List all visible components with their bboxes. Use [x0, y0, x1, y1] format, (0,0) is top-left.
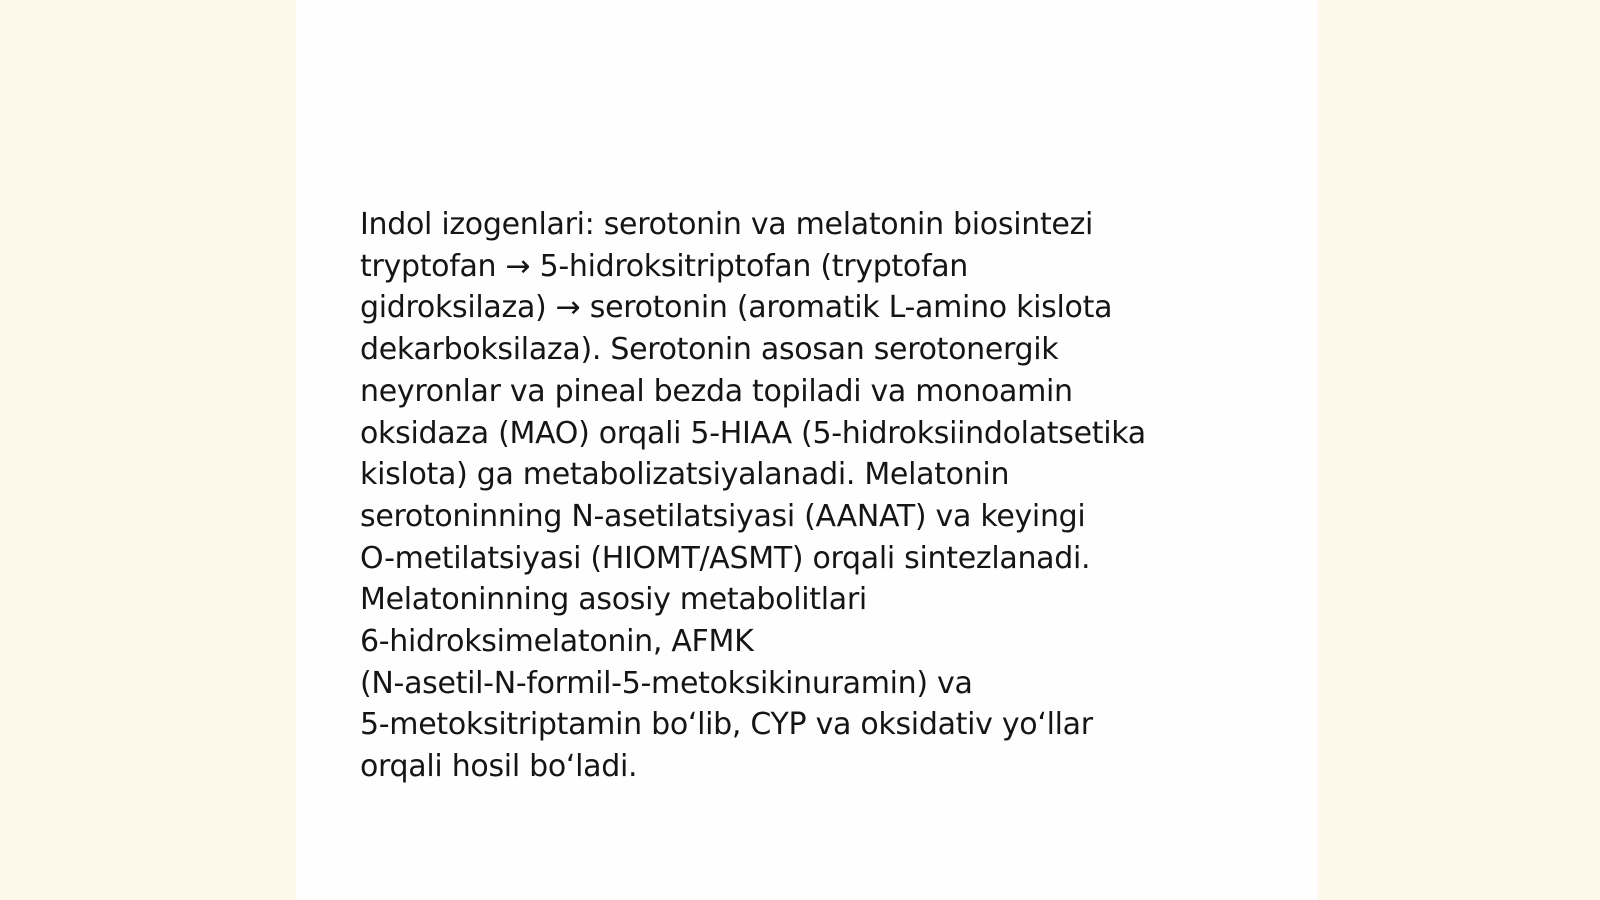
text-line: oksidaza (MAO) orqali 5-HIAA (5-hidroksiindolatsetika [360, 415, 1146, 451]
body-paragraph [360, 204, 1260, 788]
text-line: 6-hidroksimelatonin, AFMK [360, 624, 754, 660]
text-line: orqali hosil bo‘ladi. [360, 749, 638, 785]
text-line: kislota) ga metabolizatsiyalanadi. Melatonin [360, 457, 1010, 493]
text-line: tryptofan → 5-hidroksitriptofan (tryptofan [360, 248, 969, 284]
text-line: O-metilatsiyasi (HIOMT/ASMT) orqali sintezlanadi. [360, 540, 1091, 576]
text-line: neyronlar va pineal bezda topiladi va monoamin [360, 373, 1073, 409]
text-line: dekarboksilaza). Serotonin asosan serotonergik [360, 332, 1059, 368]
text-line: 5-metoksitriptamin bo‘lib, CYP va oksidativ yo‘llar [360, 707, 1093, 743]
text-line: gidroksilaza) → serotonin (aromatik L-amino kislota [360, 290, 1113, 326]
text-line: (N-asetil-N-formil-5-metoksikinuramin) va [360, 665, 973, 701]
text-line: serotoninning N-asetilatsiyasi (AANAT) va keyingi [360, 498, 1086, 534]
document-page [296, 0, 1318, 900]
text-line: Melatoninning asosiy metabolitlari [360, 582, 867, 618]
text-line: Indol izogenlari: serotonin va melatonin biosintezi [360, 207, 1094, 242]
